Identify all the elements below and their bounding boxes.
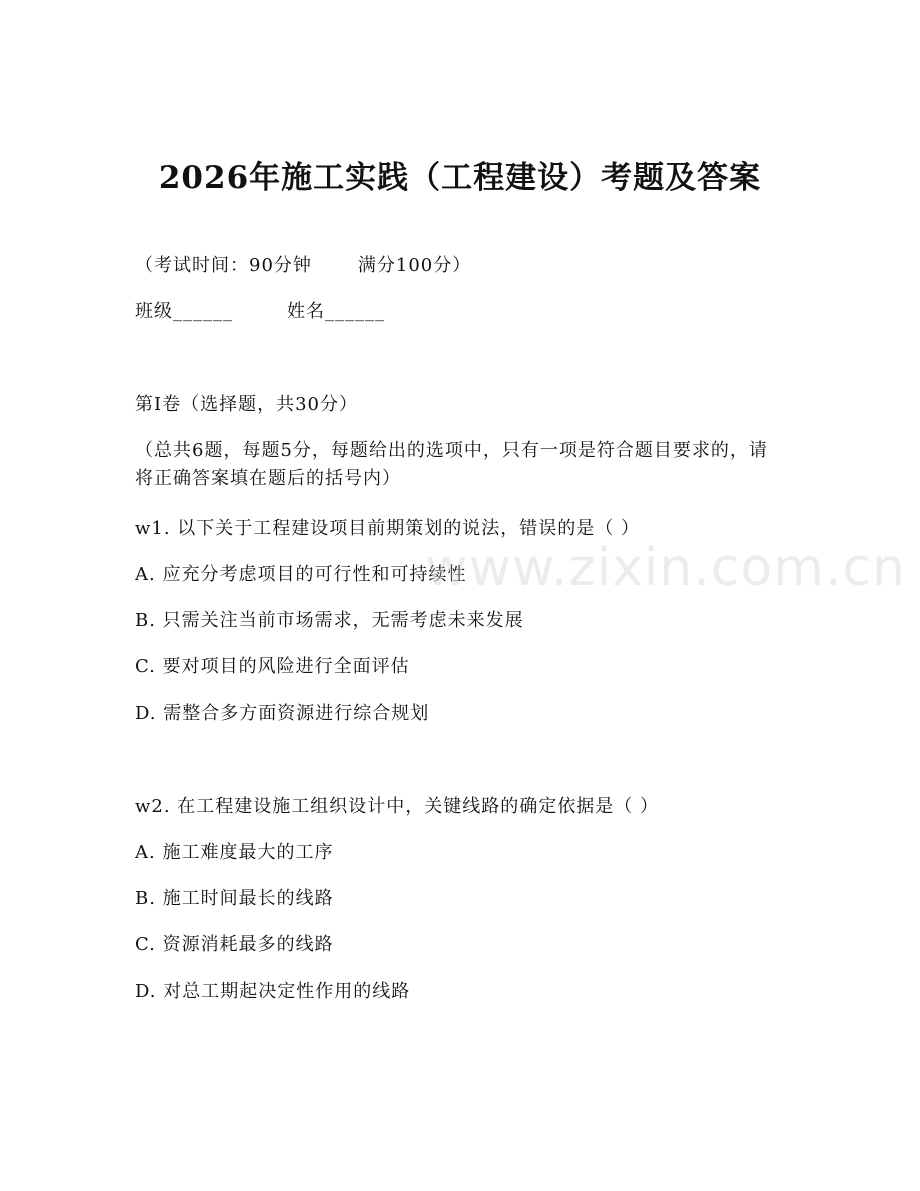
- student-info-line: [135, 298, 385, 326]
- question-1-option-c: C. 要对项目的风险进行全面评估: [135, 656, 410, 677]
- exam-info-line: [135, 252, 471, 280]
- question-2-option-b: B. 施工时间最长的线路: [135, 888, 334, 909]
- question-2-stem: w2. 在工程建设施工组织设计中，关键线路的确定依据是（ ）: [135, 796, 660, 817]
- instructions: （总共6题，每题5分，每题给出的选项中，只有一项是符合题目要求的，请将正确答案填在题后的括号内）: [135, 440, 768, 489]
- question-1-stem: w1. 以下关于工程建设项目前期策划的说法，错误的是（ ）: [135, 518, 641, 539]
- question-1-option-b: B. 只需关注当前市场需求，无需考虑未来发展: [135, 610, 524, 631]
- full-score: 满分100分）: [357, 255, 472, 276]
- question-2-option-c: C. 资源消耗最多的线路: [135, 934, 334, 955]
- question-2-option-d: D. 对总工期起决定性作用的线路: [135, 981, 411, 1002]
- watermark: www.zixin.com.cn: [425, 538, 906, 598]
- name-field[interactable]: 姓名______: [287, 301, 385, 322]
- question-1-option-d: D. 需整合多方面资源进行综合规划: [135, 703, 430, 724]
- question-1-option-a: A. 应充分考虑项目的可行性和可持续性: [135, 564, 467, 585]
- section-title: 第Ⅰ卷（选择题，共30分）: [135, 394, 359, 415]
- class-field[interactable]: 班级______: [135, 301, 233, 322]
- document-title: 2026年施工实践（工程建设）考题及答案: [158, 160, 762, 196]
- exam-time: （考试时间：90分钟: [135, 255, 312, 276]
- question-2-option-a: A. 施工难度最大的工序: [135, 842, 334, 863]
